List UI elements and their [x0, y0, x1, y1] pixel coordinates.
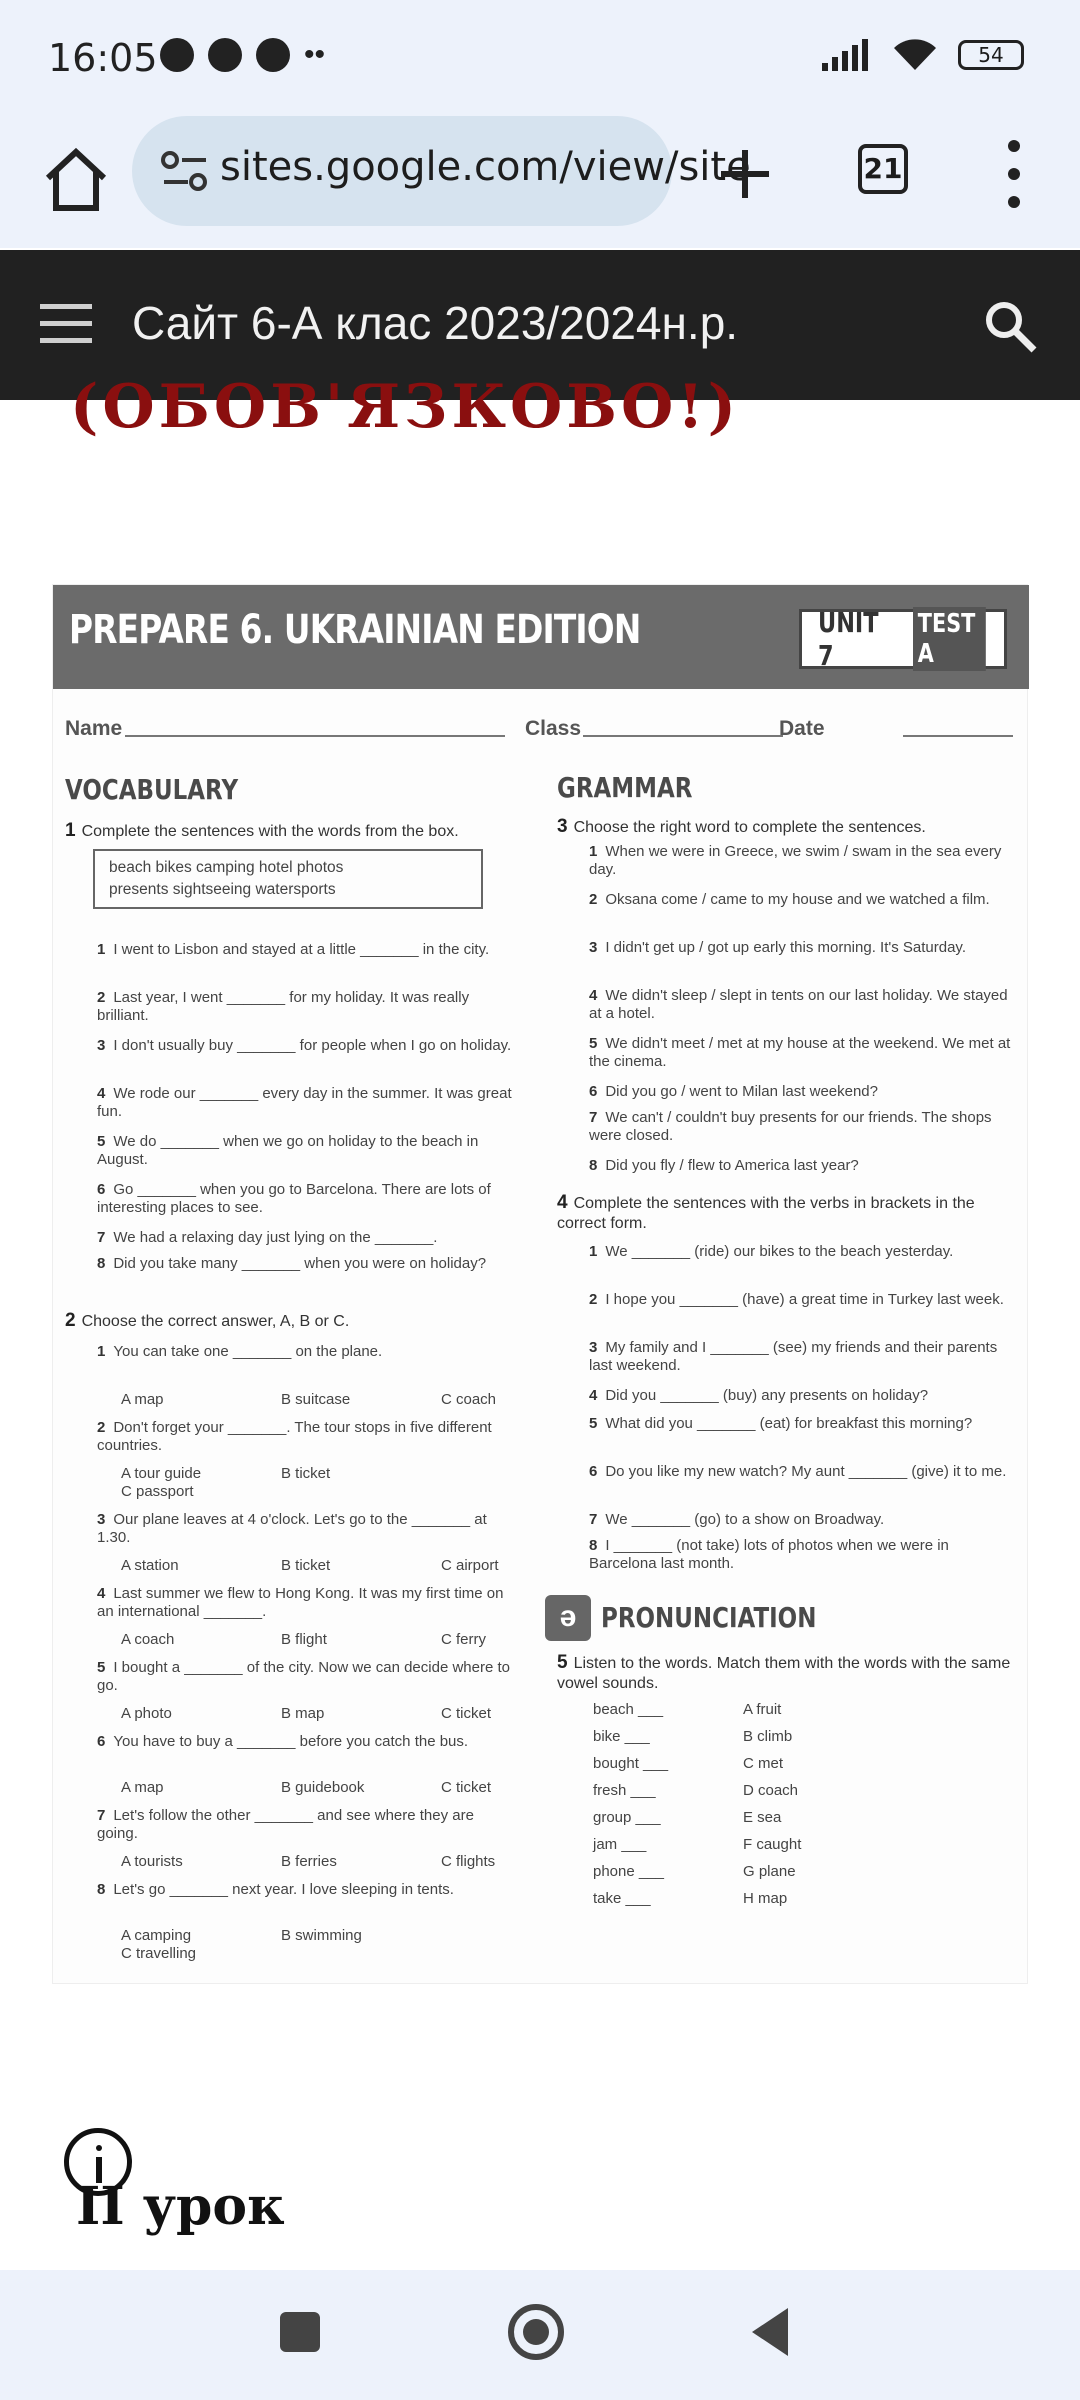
worksheet-header [53, 585, 1029, 689]
wifi-icon [892, 38, 938, 72]
task-2-q5: 5 I bought a _______ of the city. Now we can decide where to go. [97, 1659, 510, 1694]
battery-icon: 54 [958, 40, 1024, 70]
notification-icons [160, 38, 325, 72]
megaphone-notification-icon [256, 38, 290, 72]
task-4-q7: 7 We _______ (go) to a show on Broadway. [589, 1511, 885, 1528]
task-2-q1: 1 You can take one _______ on the plane. [97, 1343, 383, 1360]
new-tab-icon[interactable] [705, 134, 785, 214]
task-2-q2: 2 Don't forget your _______. The tour stops in five different countries. [97, 1419, 492, 1454]
pronunciation-icon: ə [545, 1595, 591, 1641]
task-1-q5: 5 We do _______ when we go on holiday to the beach in August. [97, 1133, 479, 1168]
task-2-q3: 3 Our plane leaves at 4 o'clock. Let's go to the _______ at 1.30. [97, 1511, 487, 1546]
date-line [903, 735, 1013, 737]
browser-toolbar [0, 112, 1080, 248]
class-line [583, 735, 783, 737]
status-time: 16:05 [48, 36, 158, 80]
facebook-notification-icon [208, 38, 242, 72]
home-button[interactable] [508, 2304, 564, 2360]
task-1-q6: 6 Go _______ when you go to Barcelona. There are lots of interesting places to see. [97, 1181, 491, 1216]
task-4-instruction: 4 Complete the sentences with the verbs in brackets in the correct form. [557, 1192, 975, 1232]
task-2-q6: 6 You have to buy a _______ before you catch the bus. [97, 1733, 469, 1750]
task-4-q1: 1 We _______ (ride) our bikes to the beach yesterday. [589, 1243, 954, 1260]
more-notifications-icon: •• [304, 38, 326, 71]
task-4-q4: 4 Did you _______ (buy) any presents on holiday? [589, 1387, 929, 1404]
task-2-q3-options: A station B ticket C airport [121, 1557, 499, 1574]
url-text: sites.google.com/view/site [220, 144, 751, 190]
unit-label: UNIT 7 [818, 606, 879, 672]
vocabulary-heading: VOCABULARY [65, 773, 239, 806]
task-4-q6: 6 Do you like my new watch? My aunt _______ (give) it to me. [589, 1463, 1007, 1480]
task-3-q5: 5 We didn't meet / met at my house at the weekend. We met at the cinema. [589, 1035, 1011, 1070]
name-label: Name [65, 717, 123, 740]
task-3-q2: 2 Oksana come / came to my house and we watched a film. [589, 891, 990, 908]
search-icon[interactable] [980, 296, 1040, 356]
back-button[interactable] [752, 2308, 788, 2356]
system-icons [822, 38, 1024, 72]
task-2-q8-options: A camping B swimmingC travelling [121, 1927, 362, 1962]
word-box-line: presents sightseeing watersports [109, 881, 336, 898]
word-box [93, 849, 483, 909]
grammar-heading: GRAMMAR [557, 771, 693, 804]
task-3-q8: 8 Did you fly / flew to America last year? [589, 1157, 859, 1174]
task-1-q4: 4 We rode our _______ every day in the summer. It was great fun. [97, 1085, 512, 1120]
worksheet-image [52, 584, 1028, 1984]
task-3-q4: 4 We didn't sleep / slept in tents on our last holiday. We stayed at a hotel. [589, 987, 1008, 1022]
task-2-q2-options: A tour guide B ticketC passport [121, 1465, 331, 1500]
task-2-q7: 7 Let's follow the other _______ and see where they are going. [97, 1807, 474, 1842]
task-1-q3: 3 I don't usually buy _______ for people when I go on holiday. [97, 1037, 512, 1054]
date-label: Date [779, 717, 825, 740]
task-3-q1: 1 When we were in Greece, we swim / swam in the sea every day. [589, 843, 1002, 878]
task-2-q4-options: A coach B flight C ferry [121, 1631, 486, 1648]
unit-badge [799, 606, 1007, 672]
status-bar [0, 0, 1080, 112]
task-2-q8: 8 Let's go _______ next year. I love sleeping in tents. [97, 1881, 454, 1898]
task-4-q8: 8 I _______ (not take) lots of photos when we were in Barcelona last month. [589, 1537, 949, 1572]
task-2-q5-options: A photo B map C ticket [121, 1705, 492, 1722]
task-2-q7-options: A tourists B ferries C flights [121, 1853, 496, 1870]
tab-switcher-button[interactable]: 21 [858, 144, 908, 194]
task-1-q2: 2 Last year, I went _______ for my holiday. It was really brilliant. [97, 989, 470, 1024]
chat-notification-icon [160, 38, 194, 72]
home-icon[interactable] [36, 140, 116, 220]
task-5-instruction: 5 Listen to the words. Match them with the words with the same vowel sounds. [557, 1652, 1011, 1692]
task-5-right-column: A fruit B climb C met D coach E sea F caught G plane H map [743, 1701, 802, 1907]
task-3-q6: 6 Did you go / went to Milan last weekend? [589, 1083, 878, 1100]
system-navigation-bar [0, 2270, 1080, 2400]
task-4-q5: 5 What did you _______ (eat) for breakfast this morning? [589, 1415, 973, 1432]
partial-heading: (ОБОВ'ЯЗКОВО!) [70, 372, 741, 442]
task-1-q7: 7 We had a relaxing day just lying on the _______. [97, 1229, 438, 1246]
worksheet-title: PREPARE 6. UKRAINIAN EDITION [69, 607, 641, 653]
task-4-q2: 2 I hope you _______ (have) a great time in Turkey last week. [589, 1291, 1004, 1308]
test-label: TEST A [913, 607, 985, 671]
class-label: Class [525, 717, 582, 740]
task-4-q3: 3 My family and I _______ (see) my friends and their parents last weekend. [589, 1339, 998, 1374]
menu-icon[interactable] [40, 304, 92, 344]
task-5-left-column: beach ___ bike ___ bought ___ fresh ___ group ___ jam ___ phone ___ take ___ [593, 1701, 669, 1907]
task-2-q1-options: A map B suitcase C coach [121, 1391, 497, 1408]
site-title[interactable]: Сайт 6-А клас 2023/2024н.р. [132, 297, 739, 349]
task-3-q3: 3 I didn't get up / got up early this morning. It's Saturday. [589, 939, 966, 956]
task-2-instruction: 2 Choose the correct answer, A, B or C. [65, 1310, 350, 1331]
task-1-instruction: 1 Complete the sentences with the words from the box. [65, 820, 459, 841]
task-2-q4: 4 Last summer we flew to Hong Kong. It was my first time on an international _______. [97, 1585, 504, 1620]
signal-icon [822, 39, 872, 71]
site-settings-icon[interactable] [160, 148, 210, 194]
task-1-q8: 8 Did you take many _______ when you were on holiday? [97, 1255, 487, 1272]
task-2-q6-options: A map B guidebook C ticket [121, 1779, 492, 1796]
recents-button[interactable] [280, 2312, 320, 2352]
url-field[interactable] [132, 116, 751, 226]
task-3-instruction: 3 Choose the right word to complete the sentences. [557, 816, 926, 837]
name-line [125, 735, 505, 737]
task-3-q7: 7 We can't / couldn't buy presents for our friends. The shops were closed. [589, 1109, 992, 1144]
word-box-line: beach bikes camping hotel photos [109, 859, 344, 876]
overflow-menu-icon[interactable] [996, 136, 1032, 212]
lesson-heading: II урок [76, 2176, 285, 2237]
pronunciation-heading: PRONUNCIATION [601, 1601, 817, 1634]
task-1-q1: 1 I went to Lisbon and stayed at a little _______ in the city. [97, 941, 490, 958]
